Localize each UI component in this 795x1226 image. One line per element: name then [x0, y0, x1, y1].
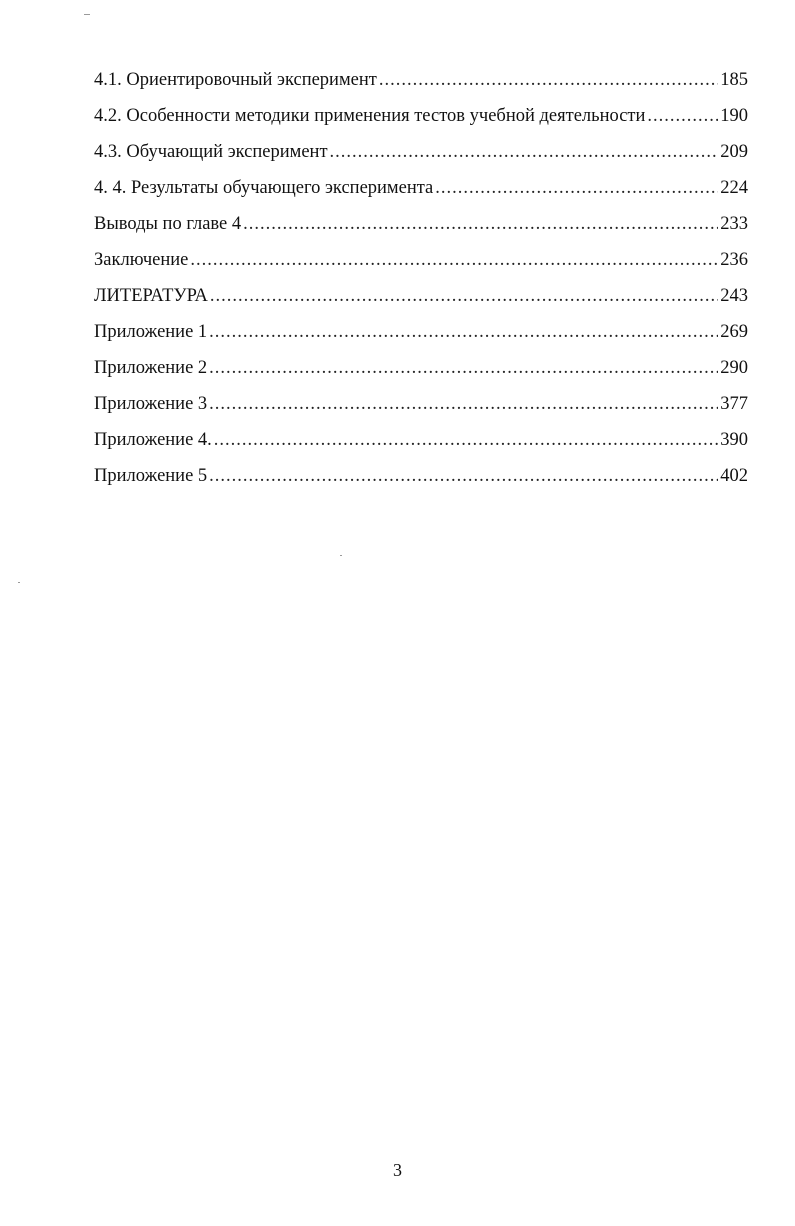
- toc-dot-leader: [243, 206, 718, 242]
- toc-entry-title: 4.3. Обучающий эксперимент: [94, 142, 328, 162]
- toc-entry-page: 290: [720, 358, 748, 378]
- toc-entry[interactable]: [94, 206, 748, 242]
- toc-dot-leader: [209, 314, 718, 350]
- toc-entry-title: Выводы по главе 4: [94, 214, 242, 234]
- toc-entry-page: 224: [720, 178, 748, 198]
- toc-dot-leader: [209, 350, 718, 386]
- toc-dot-leader: [379, 62, 718, 98]
- toc-entry[interactable]: [94, 62, 748, 98]
- toc-entry[interactable]: [94, 350, 748, 386]
- table-of-contents: [94, 62, 748, 494]
- toc-entry-title: Приложение 2: [94, 358, 208, 378]
- toc-entry-page: 209: [720, 142, 748, 162]
- toc-entry-title: Приложение 3: [94, 394, 208, 414]
- scan-speck: [18, 582, 20, 583]
- scan-speck: [340, 555, 342, 556]
- toc-entry[interactable]: [94, 134, 748, 170]
- toc-entry-page: 190: [720, 106, 748, 126]
- toc-entry-title: ЛИТЕРАТУРА: [94, 286, 208, 306]
- toc-dot-leader: [330, 134, 719, 170]
- scan-speck: [84, 14, 90, 15]
- toc-entry-page: 269: [720, 322, 748, 342]
- toc-entry[interactable]: [94, 422, 748, 458]
- toc-entry-page: 377: [720, 394, 748, 414]
- toc-entry[interactable]: [94, 314, 748, 350]
- toc-dot-leader: [214, 422, 718, 458]
- toc-entry-page: 243: [720, 286, 748, 306]
- toc-entry[interactable]: [94, 170, 748, 206]
- toc-dot-leader: [435, 170, 718, 206]
- toc-entry-title: Приложение 4.: [94, 430, 212, 450]
- toc-entry-title: Приложение 1: [94, 322, 208, 342]
- toc-entry[interactable]: [94, 458, 748, 494]
- toc-entry-title: Заключение: [94, 250, 189, 270]
- toc-entry-title: Приложение 5: [94, 466, 208, 486]
- toc-dot-leader: [190, 242, 718, 278]
- toc-entry-page: 233: [720, 214, 748, 234]
- toc-entry-page: 390: [720, 430, 748, 450]
- toc-entry-title: 4.2. Особенности методики применения тестов учебной деятельности: [94, 106, 646, 126]
- page-number: 3: [393, 1160, 402, 1180]
- toc-dot-leader: [209, 386, 718, 422]
- toc-entry-title: 4. 4. Результаты обучающего эксперимента: [94, 178, 434, 198]
- toc-entry-page: 402: [720, 466, 748, 486]
- toc-entry[interactable]: [94, 98, 748, 134]
- toc-entry[interactable]: [94, 386, 748, 422]
- toc-dot-leader: [210, 278, 718, 314]
- toc-dot-leader: [647, 98, 718, 134]
- toc-entry[interactable]: [94, 242, 748, 278]
- toc-entry[interactable]: [94, 278, 748, 314]
- toc-entry-page: 185: [720, 70, 748, 90]
- toc-entry-title: 4.1. Ориентировочный эксперимент: [94, 70, 377, 90]
- toc-entry-page: 236: [720, 250, 748, 270]
- toc-dot-leader: [209, 458, 718, 494]
